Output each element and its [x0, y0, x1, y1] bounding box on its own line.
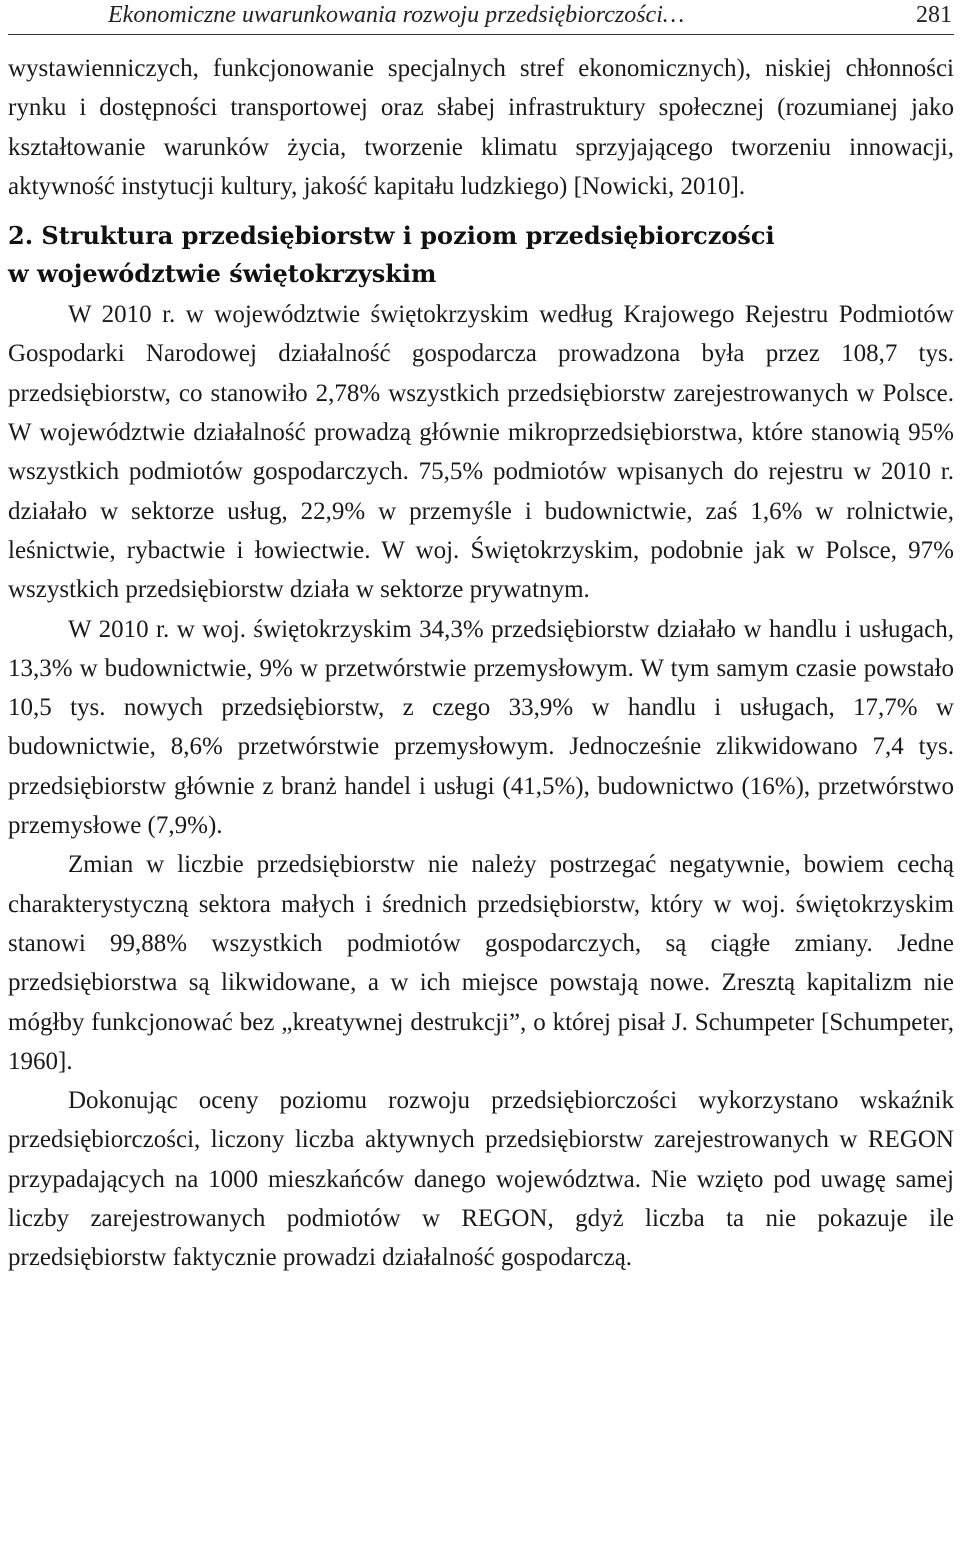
section-heading-line-2: w województwie świętokrzyskim — [8, 259, 437, 289]
running-title: Ekonomiczne uwarunkowania rozwoju przedsiębiorczości… — [108, 2, 685, 28]
section-heading — [8, 217, 954, 293]
page-number: 281 — [916, 2, 952, 28]
paragraph-2: W 2010 r. w woj. świętokrzyskim 34,3% przedsiębiorstw działało w handlu i usługach, 13,3% w budownictwie, 9% w przetwórstwie przemysłowym. W tym samym czasie powstało 10,5 tys. nowych przedsiębiorstw, z czego 33,9% w handlu i usługach, 17,7% w budownictwie, 8,6% przetwórstwie przemysłowym. Jednocześnie zlikwidowano 7,4 tys. przedsiębiorstw głównie z branż handel i usługi (41,5%), budownictwo (16%), przetwórstwo przemysłowe (7,9%). — [8, 615, 954, 840]
document-page — [8, 0, 954, 1278]
section-heading-line-1: 2. Struktura przedsiębiorstw i poziom przedsiębiorczości — [8, 221, 775, 251]
paragraph-3: Zmian w liczbie przedsiębiorstw nie należy postrzegać negatywnie, bowiem cechą charakterystyczną sektora małych i średnich przedsiębiorstw, który w woj. świętokrzyskim stanowi 99,88% wszystkich podmiotów gospodarczych, są ciągłe zmiany. Jedne przedsiębiorstwa są likwidowane, a w ich miejsce powstają nowe. Zresztą kapitalizm nie mógłby funkcjonować bez „kreatywnej destrukcji”, o której pisał J. Schumpeter [Schumpeter, 1960]. — [8, 851, 954, 1075]
paragraph-4: Dokonując oceny poziomu rozwoju przedsiębiorczości wykorzystano wskaźnik przedsiębiorczości, liczony liczba aktywnych przedsiębiorstw zarejestrowanych w REGON przypadających na 1000 mieszkańców danego województwa. Nie wzięto pod uwagę samej liczby zarejestrowanych podmiotów w REGON, gdyż liczba ta nie pokazuje ile przedsiębiorstw faktycznie prowadzi działalność gospodarczą. — [8, 1087, 954, 1272]
running-header — [8, 0, 954, 35]
paragraph-1: W 2010 r. w województwie świętokrzyskim według Krajowego Rejestru Podmiotów Gospodarki Narodowej działalność gospodarcza prowadzona była przez 108,7 tys. przedsiębiorstw, co stanowiło 2,78% wszystkich przedsiębiorstw zarejestrowanych w Polsce. W województwie działalność prowadzą głównie mikroprzedsiębiorstwa, które stanowią 95% wszystkich podmiotów gospodarczych. 75,5% podmiotów wpisanych do rejestru w 2010 r. działało w sektorze usług, 22,9% w przemyśle i budownictwie, zaś 1,6% w rolnictwie, leśnictwie, rybactwie i łowiectwie. W woj. Świętokrzyskim, podobnie jak w Polsce, 97% wszystkich przedsiębiorstw działa w sektorze prywatnym. — [8, 301, 954, 604]
paragraph-continued: wystawienniczych, funkcjonowanie specjalnych stref ekonomicznych), niskiej chłonności rynku i dostępności transportowej oraz słabej infrastruktury społecznej (rozumianej jako kształtowanie warunków życia, tworzenie klimatu sprzyjającego tworzeniu innowacji, aktywność instytucji kultury, jakość kapitału ludzkiego) [Nowicki, 2010]. — [8, 55, 954, 200]
